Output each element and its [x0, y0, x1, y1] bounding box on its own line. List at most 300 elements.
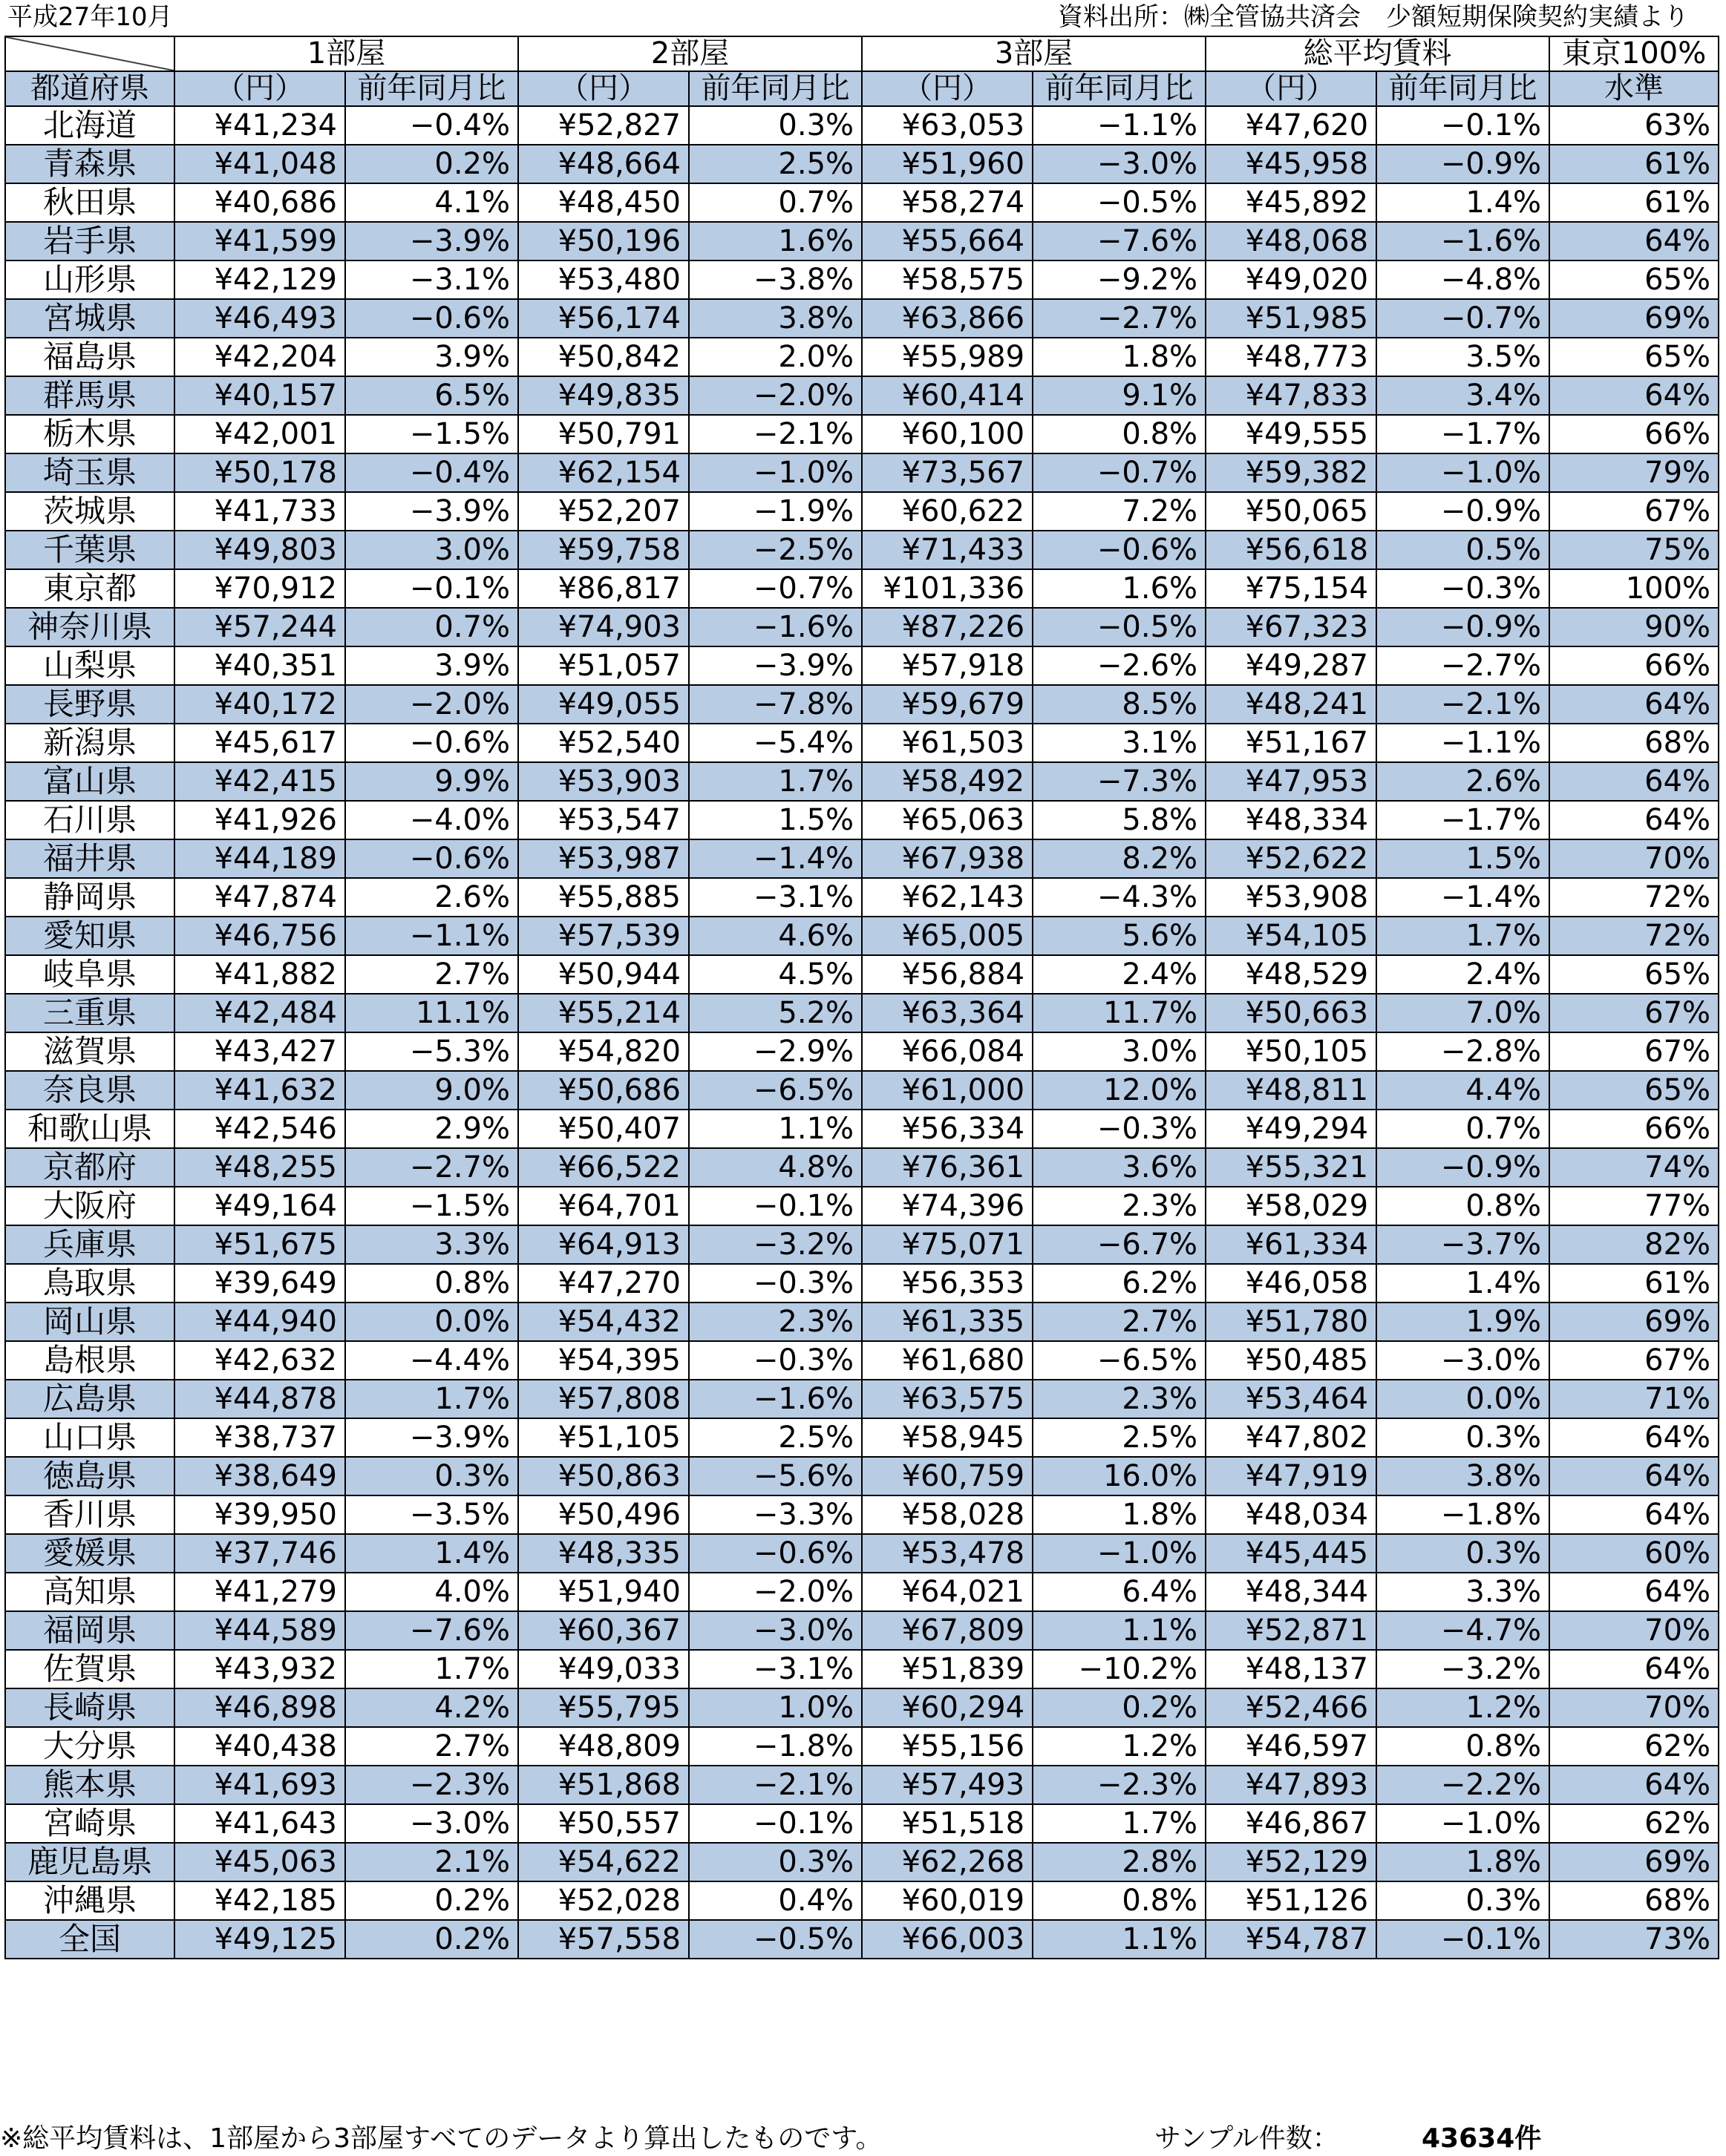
yoy-3room: 1.1%	[1033, 1920, 1206, 1959]
rent-average: ¥46,867	[1206, 1804, 1376, 1843]
tokyo-level: 64%	[1549, 685, 1719, 724]
yoy-average: −1.1%	[1376, 724, 1549, 762]
prefecture-name: 群馬県	[5, 376, 174, 415]
yoy-3room: −2.6%	[1033, 646, 1206, 685]
yoy-average: 1.4%	[1376, 1264, 1549, 1303]
rent-3room: ¥58,575	[862, 261, 1033, 299]
yoy-2room: 4.6%	[689, 917, 862, 955]
rent-average: ¥50,065	[1206, 492, 1376, 531]
rent-average: ¥52,129	[1206, 1843, 1376, 1881]
yoy-average: −1.8%	[1376, 1495, 1549, 1534]
rent-2room: ¥54,395	[518, 1341, 689, 1380]
yoy-3room: 8.2%	[1033, 839, 1206, 878]
yoy-average: 0.3%	[1376, 1881, 1549, 1920]
yoy-3room: −6.7%	[1033, 1225, 1206, 1264]
yoy-average: −0.9%	[1376, 1148, 1549, 1187]
yoy-1room: 0.0%	[345, 1303, 518, 1341]
rent-3room: ¥87,226	[862, 608, 1033, 646]
rent-2room: ¥52,540	[518, 724, 689, 762]
table-row	[5, 1650, 1719, 1688]
rent-3room: ¥57,493	[862, 1766, 1033, 1804]
tokyo-level: 65%	[1549, 955, 1719, 994]
yoy-average: 0.3%	[1376, 1534, 1549, 1573]
yoy-2room: −2.0%	[689, 1573, 862, 1611]
group-1room: 1部屋	[174, 36, 518, 71]
yoy-2room: −2.9%	[689, 1032, 862, 1071]
rent-3room: ¥55,156	[862, 1727, 1033, 1766]
rent-2room: ¥53,480	[518, 261, 689, 299]
prefecture-name: 沖縄県	[5, 1881, 174, 1920]
rent-3room: ¥57,918	[862, 646, 1033, 685]
yoy-1room: 0.3%	[345, 1457, 518, 1495]
yoy-average: 0.0%	[1376, 1380, 1549, 1418]
yoy-1room: 0.2%	[345, 1920, 518, 1959]
yoy-3room: 8.5%	[1033, 685, 1206, 724]
table-row	[5, 106, 1719, 145]
yoy-3room: −0.7%	[1033, 453, 1206, 492]
yoy-2room: −1.8%	[689, 1727, 862, 1766]
yoy-average: −3.0%	[1376, 1341, 1549, 1380]
yoy-1room: 2.9%	[345, 1110, 518, 1148]
rent-3room: ¥61,680	[862, 1341, 1033, 1380]
rent-average: ¥53,908	[1206, 878, 1376, 917]
tokyo-level: 65%	[1549, 338, 1719, 376]
yoy-2room: −3.8%	[689, 261, 862, 299]
rent-3room: ¥56,334	[862, 1110, 1033, 1148]
table-row	[5, 261, 1719, 299]
rent-1room: ¥40,686	[174, 183, 345, 222]
yoy-3room: 0.8%	[1033, 1881, 1206, 1920]
rent-3room: ¥60,414	[862, 376, 1033, 415]
rent-1room: ¥46,493	[174, 299, 345, 338]
yoy-2room: 1.7%	[689, 762, 862, 801]
rent-1room: ¥41,632	[174, 1071, 345, 1110]
rent-3room: ¥60,100	[862, 415, 1033, 453]
yoy-1room: 3.3%	[345, 1225, 518, 1264]
rent-1room: ¥40,351	[174, 646, 345, 685]
table-row	[5, 1804, 1719, 1843]
yoy-2room: −6.5%	[689, 1071, 862, 1110]
rent-average: ¥48,034	[1206, 1495, 1376, 1534]
rent-average: ¥47,620	[1206, 106, 1376, 145]
yoy-1room: −3.1%	[345, 261, 518, 299]
yoy-1room: −4.0%	[345, 801, 518, 839]
yoy-3room: 3.6%	[1033, 1148, 1206, 1187]
rent-3room: ¥65,063	[862, 801, 1033, 839]
yoy-1room: −5.3%	[345, 1032, 518, 1071]
rent-average: ¥48,811	[1206, 1071, 1376, 1110]
rent-1room: ¥41,643	[174, 1804, 345, 1843]
tokyo-level: 68%	[1549, 724, 1719, 762]
rent-3room: ¥55,664	[862, 222, 1033, 261]
rent-1room: ¥38,649	[174, 1457, 345, 1495]
table-row	[5, 1573, 1719, 1611]
rent-1room: ¥42,546	[174, 1110, 345, 1148]
tokyo-level: 64%	[1549, 1457, 1719, 1495]
yoy-average: 0.3%	[1376, 1418, 1549, 1457]
yen-header-average: （円）	[1206, 71, 1376, 106]
yoy-3room: 1.8%	[1033, 1495, 1206, 1534]
table-row	[5, 1766, 1719, 1804]
footnote: ※総平均賃料は、1部屋から3部屋すべてのデータより算出したものです。	[0, 2123, 883, 2154]
table-row	[5, 415, 1719, 453]
rent-2room: ¥54,432	[518, 1303, 689, 1341]
prefecture-name: 鳥取県	[5, 1264, 174, 1303]
rent-average: ¥48,137	[1206, 1650, 1376, 1688]
yoy-3room: 1.7%	[1033, 1804, 1206, 1843]
rent-1room: ¥41,279	[174, 1573, 345, 1611]
rent-2room: ¥59,758	[518, 531, 689, 569]
table-row	[5, 1534, 1719, 1573]
table-row	[5, 1457, 1719, 1495]
rent-average: ¥47,833	[1206, 376, 1376, 415]
table-row	[5, 1881, 1719, 1920]
yoy-2room: 5.2%	[689, 994, 862, 1032]
yoy-header-average: 前年同月比	[1376, 71, 1549, 106]
tokyo-level: 69%	[1549, 1303, 1719, 1341]
prefecture-name: 香川県	[5, 1495, 174, 1534]
rent-3room: ¥63,364	[862, 994, 1033, 1032]
yoy-2room: −0.6%	[689, 1534, 862, 1573]
rent-average: ¥49,287	[1206, 646, 1376, 685]
header-row-units	[5, 71, 1719, 106]
prefecture-name: 福島県	[5, 338, 174, 376]
prefecture-name: 山形県	[5, 261, 174, 299]
yoy-average: −2.8%	[1376, 1032, 1549, 1071]
yoy-2room: −7.8%	[689, 685, 862, 724]
prefecture-name: 広島県	[5, 1380, 174, 1418]
rent-2room: ¥50,842	[518, 338, 689, 376]
yoy-header-2room: 前年同月比	[689, 71, 862, 106]
rent-average: ¥52,622	[1206, 839, 1376, 878]
rent-average: ¥53,464	[1206, 1380, 1376, 1418]
tokyo-level: 74%	[1549, 1148, 1719, 1187]
yoy-3room: 6.4%	[1033, 1573, 1206, 1611]
table-row	[5, 955, 1719, 994]
tokyo-level: 64%	[1549, 1495, 1719, 1534]
tokyo-level: 69%	[1549, 1843, 1719, 1881]
yoy-1room: 9.0%	[345, 1071, 518, 1110]
yoy-2room: 0.4%	[689, 1881, 862, 1920]
rent-2room: ¥57,539	[518, 917, 689, 955]
rent-2room: ¥66,522	[518, 1148, 689, 1187]
rent-1room: ¥41,926	[174, 801, 345, 839]
yoy-3room: −6.5%	[1033, 1341, 1206, 1380]
yoy-2room: −0.1%	[689, 1187, 862, 1225]
rent-2room: ¥53,987	[518, 839, 689, 878]
yoy-3room: −9.2%	[1033, 261, 1206, 299]
yoy-average: 3.3%	[1376, 1573, 1549, 1611]
table-row	[5, 569, 1719, 608]
rent-1room: ¥41,048	[174, 145, 345, 183]
tokyo-level: 72%	[1549, 878, 1719, 917]
yoy-2room: −2.1%	[689, 415, 862, 453]
rent-2room: ¥52,207	[518, 492, 689, 531]
tokyo-level: 66%	[1549, 646, 1719, 685]
yoy-average: 1.7%	[1376, 917, 1549, 955]
yoy-2room: −5.4%	[689, 724, 862, 762]
rent-2room: ¥50,557	[518, 1804, 689, 1843]
yoy-2room: −0.1%	[689, 1804, 862, 1843]
data-source: 資料出所：㈱全管協共済会 少額短期保険契約実績より	[1058, 2, 1689, 32]
rent-table	[4, 36, 1719, 1959]
yoy-1room: −0.6%	[345, 839, 518, 878]
yoy-average: −1.0%	[1376, 453, 1549, 492]
yoy-2room: 0.3%	[689, 106, 862, 145]
rent-1room: ¥48,255	[174, 1148, 345, 1187]
prefecture-name: 全国	[5, 1920, 174, 1959]
rent-1room: ¥50,178	[174, 453, 345, 492]
rent-average: ¥54,105	[1206, 917, 1376, 955]
yoy-2room: −3.1%	[689, 878, 862, 917]
yoy-3room: 1.1%	[1033, 1611, 1206, 1650]
yoy-3room: 11.7%	[1033, 994, 1206, 1032]
tokyo-level: 77%	[1549, 1187, 1719, 1225]
table-row	[5, 1727, 1719, 1766]
yoy-average: 7.0%	[1376, 994, 1549, 1032]
yoy-2room: −0.5%	[689, 1920, 862, 1959]
yoy-3room: 1.6%	[1033, 569, 1206, 608]
tokyo-level: 64%	[1549, 1650, 1719, 1688]
yoy-3room: −0.5%	[1033, 608, 1206, 646]
rent-3room: ¥62,143	[862, 878, 1033, 917]
rent-2room: ¥64,913	[518, 1225, 689, 1264]
rent-1room: ¥45,617	[174, 724, 345, 762]
rent-1room: ¥51,675	[174, 1225, 345, 1264]
prefecture-name: 岩手県	[5, 222, 174, 261]
rent-2room: ¥62,154	[518, 453, 689, 492]
yoy-average: −1.7%	[1376, 801, 1549, 839]
rent-3room: ¥61,503	[862, 724, 1033, 762]
rent-2room: ¥49,835	[518, 376, 689, 415]
tokyo-level: 62%	[1549, 1804, 1719, 1843]
rent-1room: ¥44,589	[174, 1611, 345, 1650]
rent-average: ¥49,555	[1206, 415, 1376, 453]
tokyo-level: 75%	[1549, 531, 1719, 569]
prefecture-name: 福井県	[5, 839, 174, 878]
table-row	[5, 1264, 1719, 1303]
rent-average: ¥50,485	[1206, 1341, 1376, 1380]
rent-2room: ¥51,105	[518, 1418, 689, 1457]
yoy-1room: −4.4%	[345, 1341, 518, 1380]
prefecture-name: 宮城県	[5, 299, 174, 338]
rent-2room: ¥51,868	[518, 1766, 689, 1804]
tokyo-level: 73%	[1549, 1920, 1719, 1959]
rent-3room: ¥66,003	[862, 1920, 1033, 1959]
yoy-2room: 4.5%	[689, 955, 862, 994]
yoy-average: −2.1%	[1376, 685, 1549, 724]
rent-3room: ¥73,567	[862, 453, 1033, 492]
rent-1room: ¥42,001	[174, 415, 345, 453]
yoy-3room: −0.6%	[1033, 531, 1206, 569]
rent-2room: ¥51,940	[518, 1573, 689, 1611]
yoy-2room: −3.3%	[689, 1495, 862, 1534]
yoy-1room: 3.9%	[345, 338, 518, 376]
yoy-3room: 2.7%	[1033, 1303, 1206, 1341]
rent-3room: ¥67,809	[862, 1611, 1033, 1650]
rent-average: ¥58,029	[1206, 1187, 1376, 1225]
yoy-2room: 0.3%	[689, 1843, 862, 1881]
yoy-2room: −0.3%	[689, 1264, 862, 1303]
rent-1room: ¥41,599	[174, 222, 345, 261]
yoy-average: 3.4%	[1376, 376, 1549, 415]
rent-2room: ¥55,795	[518, 1688, 689, 1727]
tokyo-level: 61%	[1549, 183, 1719, 222]
rent-2room: ¥53,903	[518, 762, 689, 801]
rent-1room: ¥41,693	[174, 1766, 345, 1804]
header-row-groups	[5, 36, 1719, 71]
rent-average: ¥52,871	[1206, 1611, 1376, 1650]
yoy-1room: 11.1%	[345, 994, 518, 1032]
rent-average: ¥48,344	[1206, 1573, 1376, 1611]
table-row	[5, 1341, 1719, 1380]
tokyo-level: 64%	[1549, 1573, 1719, 1611]
rent-1room: ¥43,427	[174, 1032, 345, 1071]
rent-2room: ¥54,622	[518, 1843, 689, 1881]
rent-3room: ¥61,335	[862, 1303, 1033, 1341]
rent-1room: ¥42,204	[174, 338, 345, 376]
prefecture-name: 東京都	[5, 569, 174, 608]
rent-average: ¥59,382	[1206, 453, 1376, 492]
table-row	[5, 1920, 1719, 1959]
rent-1room: ¥44,940	[174, 1303, 345, 1341]
prefecture-name: 秋田県	[5, 183, 174, 222]
yoy-2room: −3.1%	[689, 1650, 862, 1688]
table-row	[5, 1110, 1719, 1148]
yoy-1room: 6.5%	[345, 376, 518, 415]
yoy-average: −4.8%	[1376, 261, 1549, 299]
tokyo-level: 70%	[1549, 1611, 1719, 1650]
rent-1room: ¥37,746	[174, 1534, 345, 1573]
yoy-2room: −2.0%	[689, 376, 862, 415]
yoy-3room: −0.3%	[1033, 1110, 1206, 1148]
prefecture-name: 岐阜県	[5, 955, 174, 994]
rent-3room: ¥101,336	[862, 569, 1033, 608]
table-row	[5, 762, 1719, 801]
yoy-average: 1.9%	[1376, 1303, 1549, 1341]
prefecture-name: 静岡県	[5, 878, 174, 917]
yoy-2room: 3.8%	[689, 299, 862, 338]
yoy-2room: 2.3%	[689, 1303, 862, 1341]
rent-3room: ¥58,945	[862, 1418, 1033, 1457]
table-row	[5, 917, 1719, 955]
rent-3room: ¥56,884	[862, 955, 1033, 994]
rent-2room: ¥49,055	[518, 685, 689, 724]
rent-average: ¥48,529	[1206, 955, 1376, 994]
rent-1room: ¥46,756	[174, 917, 345, 955]
prefecture-name: 山口県	[5, 1418, 174, 1457]
yoy-average: −4.7%	[1376, 1611, 1549, 1650]
rent-2room: ¥50,944	[518, 955, 689, 994]
tokyo-level: 63%	[1549, 106, 1719, 145]
table-row	[5, 994, 1719, 1032]
table-row	[5, 299, 1719, 338]
prefecture-name: 神奈川県	[5, 608, 174, 646]
tokyo-level: 68%	[1549, 1881, 1719, 1920]
yoy-2room: 2.5%	[689, 1418, 862, 1457]
tokyo-level: 64%	[1549, 1418, 1719, 1457]
yoy-2room: 1.6%	[689, 222, 862, 261]
rent-average: ¥49,294	[1206, 1110, 1376, 1148]
rent-3room: ¥60,294	[862, 1688, 1033, 1727]
yoy-2room: −3.0%	[689, 1611, 862, 1650]
rent-2room: ¥48,664	[518, 145, 689, 183]
yoy-average: −3.2%	[1376, 1650, 1549, 1688]
rent-3room: ¥63,575	[862, 1380, 1033, 1418]
yoy-1room: 1.4%	[345, 1534, 518, 1573]
yoy-2room: −1.6%	[689, 608, 862, 646]
rent-1room: ¥40,157	[174, 376, 345, 415]
rent-3room: ¥58,492	[862, 762, 1033, 801]
rent-3room: ¥71,433	[862, 531, 1033, 569]
yoy-2room: −0.7%	[689, 569, 862, 608]
rent-3room: ¥59,679	[862, 685, 1033, 724]
prefecture-name: 愛知県	[5, 917, 174, 955]
yoy-1room: 1.7%	[345, 1650, 518, 1688]
table-row	[5, 145, 1719, 183]
yoy-1room: 1.7%	[345, 1380, 518, 1418]
rent-average: ¥48,334	[1206, 801, 1376, 839]
prefecture-name: 茨城県	[5, 492, 174, 531]
rent-1room: ¥46,898	[174, 1688, 345, 1727]
rent-1room: ¥49,125	[174, 1920, 345, 1959]
rent-2room: ¥47,270	[518, 1264, 689, 1303]
tokyo-level: 82%	[1549, 1225, 1719, 1264]
rent-1room: ¥41,234	[174, 106, 345, 145]
rent-1room: ¥39,950	[174, 1495, 345, 1534]
table-row	[5, 801, 1719, 839]
yoy-3room: 5.6%	[1033, 917, 1206, 955]
rent-3room: ¥58,274	[862, 183, 1033, 222]
yoy-3room: 0.8%	[1033, 415, 1206, 453]
rent-2room: ¥48,335	[518, 1534, 689, 1573]
table-row	[5, 646, 1719, 685]
yoy-average: 4.4%	[1376, 1071, 1549, 1110]
prefecture-name: 栃木県	[5, 415, 174, 453]
rent-average: ¥47,919	[1206, 1457, 1376, 1495]
table-row	[5, 183, 1719, 222]
yen-header-3room: （円）	[862, 71, 1033, 106]
table-row	[5, 1418, 1719, 1457]
rent-1room: ¥40,172	[174, 685, 345, 724]
yoy-header-3room: 前年同月比	[1033, 71, 1206, 106]
rent-1room: ¥42,632	[174, 1341, 345, 1380]
rent-average: ¥50,105	[1206, 1032, 1376, 1071]
rent-1room: ¥44,878	[174, 1380, 345, 1418]
prefecture-name: 熊本県	[5, 1766, 174, 1804]
prefecture-name: 大阪府	[5, 1187, 174, 1225]
yoy-1room: −2.3%	[345, 1766, 518, 1804]
rent-average: ¥46,058	[1206, 1264, 1376, 1303]
prefecture-name: 新潟県	[5, 724, 174, 762]
yoy-average: −0.3%	[1376, 569, 1549, 608]
rent-2room: ¥53,547	[518, 801, 689, 839]
yoy-2room: 4.8%	[689, 1148, 862, 1187]
table-row	[5, 453, 1719, 492]
table-row	[5, 878, 1719, 917]
table-row	[5, 1187, 1719, 1225]
rent-average: ¥46,597	[1206, 1727, 1376, 1766]
rent-3room: ¥74,396	[862, 1187, 1033, 1225]
prefecture-name: 北海道	[5, 106, 174, 145]
yoy-average: −0.9%	[1376, 492, 1549, 531]
rent-2room: ¥50,196	[518, 222, 689, 261]
yoy-average: −1.6%	[1376, 222, 1549, 261]
yoy-1room: 0.2%	[345, 1881, 518, 1920]
yoy-average: 2.4%	[1376, 955, 1549, 994]
yoy-1room: 0.2%	[345, 145, 518, 183]
tokyo-level: 70%	[1549, 1688, 1719, 1727]
